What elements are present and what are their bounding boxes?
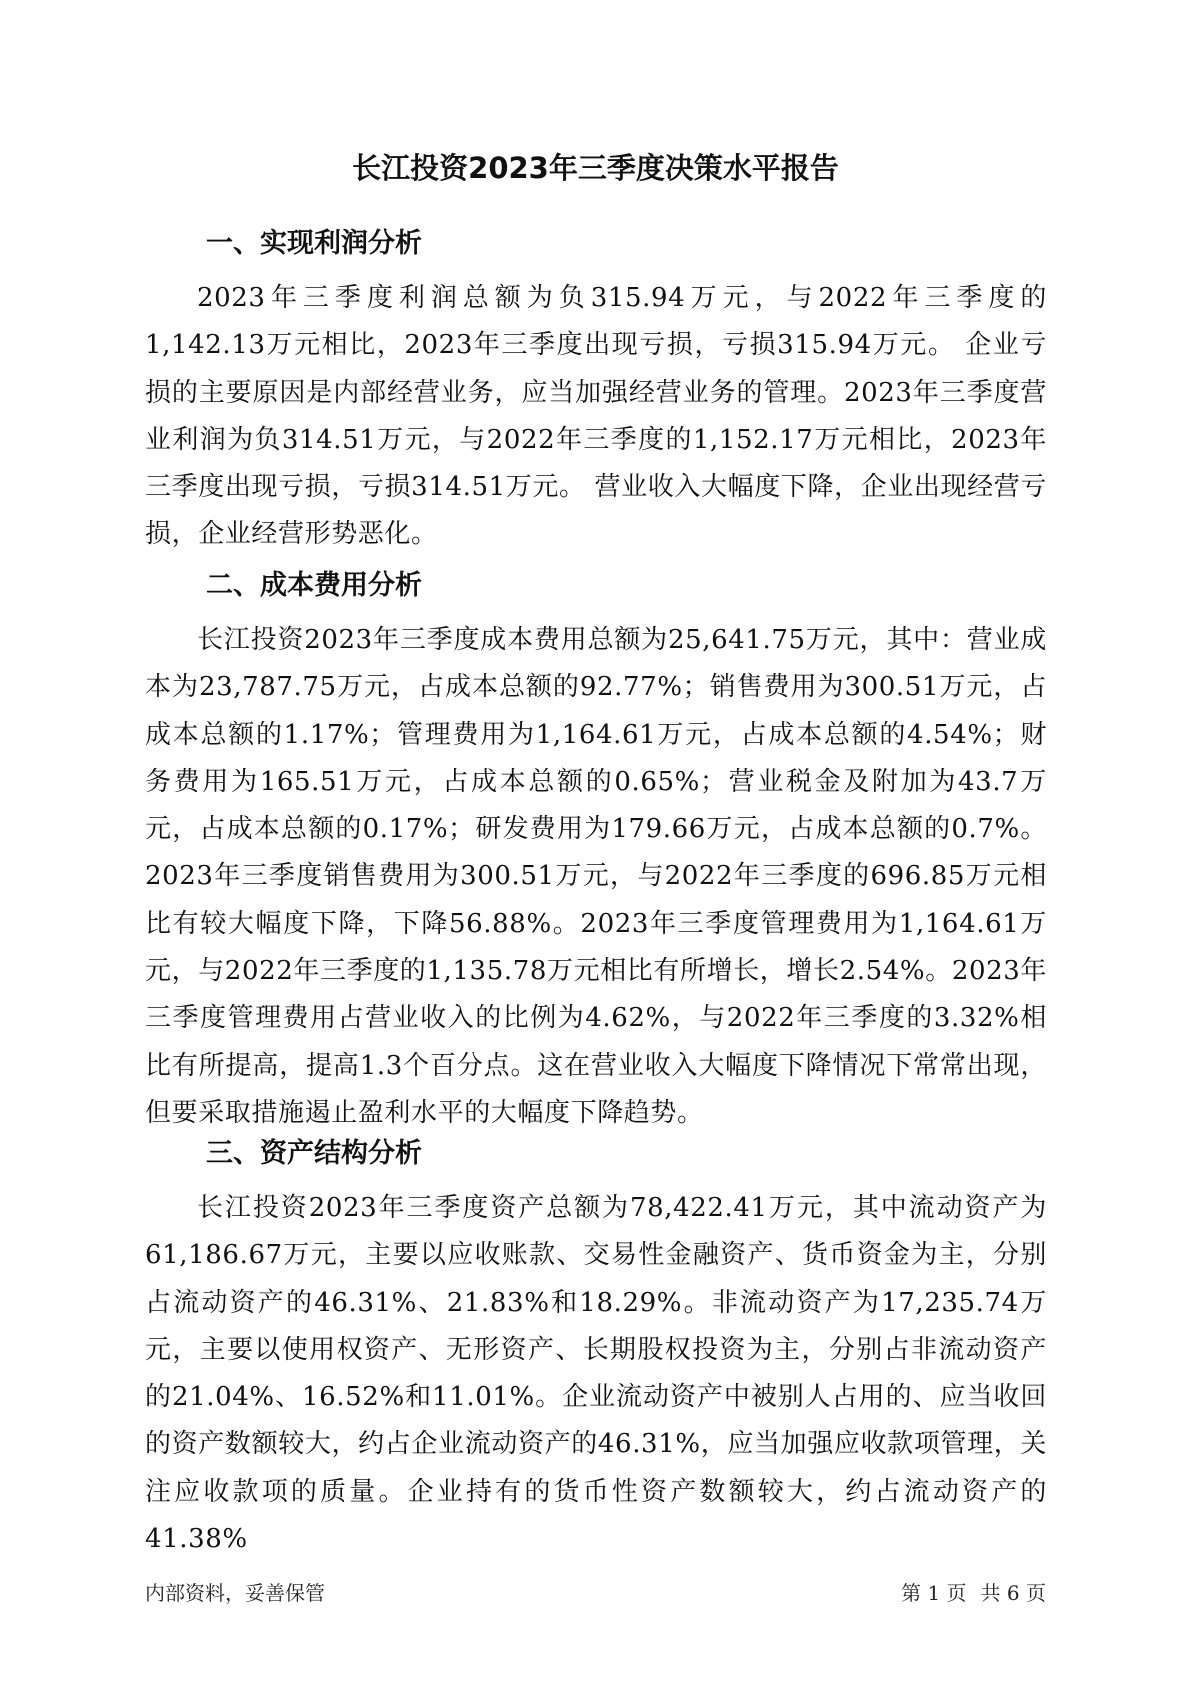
footer-total-pages: 共 6 页	[980, 1581, 1046, 1605]
section-heading-cost: 二、成本费用分析	[206, 570, 422, 601]
footer-current-page: 第 1 页	[901, 1581, 967, 1605]
section-body-assets: 长江投资2023年三季度资产总额为78,422.41万元，其中流动资产为61,186.67万元，主要以应收账款、交易性金融资产、货币资金为主，分别占流动资产的46.31%、21.83%和18.29%。非流动资产为17,235.74万元，主要以使用权资产、无形资产、长期股权投资为主，分别占非流动资产的21.04%、16.52%和11.01%。企业流动资产中被别人占用的、应当收回的资产数额较大，约占企业流动资产的46.31%，应当加强应收款项管理，关注应收款项的质量。企业持有的货币性资产数额较大，约占流动资产的41.38%	[145, 1193, 1047, 1555]
section-heading-assets: 三、资产结构分析	[206, 1138, 422, 1169]
section-heading-profit: 一、实现利润分析	[206, 228, 422, 259]
section-body-profit: 2023年三季度利润总额为负315.94万元，与2022年三季度的1,142.13万元相比，2023年三季度出现亏损，亏损315.94万元。 企业亏损的主要原因是内部经营业务，应当加强经营业务的管理。2023年三季度营业利润为负314.51万元，与2022年三季度的1,152.17万元相比，2023年三季度出现亏损，亏损314.51万元。 营业收入大幅度下降，企业出现经营亏损，企业经营形势恶化。	[145, 283, 1047, 550]
footer-page-number	[901, 1578, 1046, 1608]
footer-confidential-note: 内部资料，妥善保管	[145, 1581, 325, 1605]
section-body-cost: 长江投资2023年三季度成本费用总额为25,641.75万元，其中：营业成本为23,787.75万元，占成本总额的92.77%；销售费用为300.51万元，占成本总额的1.17%；管理费用为1,164.61万元，占成本总额的4.54%；财务费用为165.51万元，占成本总额的0.65%；营业税金及附加为43.7万元，占成本总额的0.17%；研发费用为179.66万元，占成本总额的0.7%。2023年三季度销售费用为300.51万元，与2022年三季度的696.85万元相比有较大幅度下降，下降56.88%。2023年三季度管理费用为1,164.61万元，与2022年三季度的1,135.78万元相比有所增长，增长2.54%。2023年三季度管理费用占营业收入的比例为4.62%，与2022年三季度的3.32%相比有所提高，提高1.3个百分点。这在营业收入大幅度下降情况下常常出现，但要采取措施遏止盈利水平的大幅度下降趋势。	[145, 625, 1047, 1128]
document-title: 长江投资2023年三季度决策水平报告	[352, 151, 839, 185]
